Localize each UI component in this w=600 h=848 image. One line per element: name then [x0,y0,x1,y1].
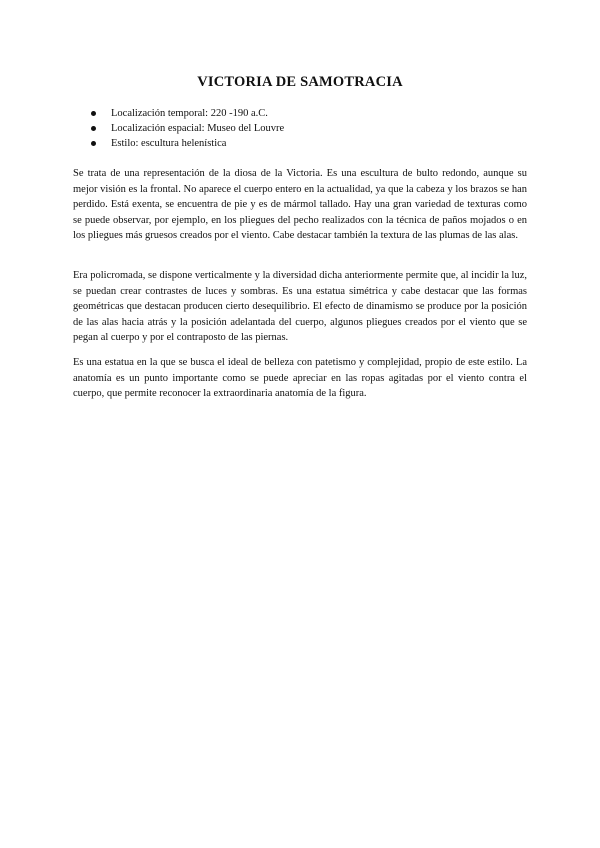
bullet-icon [91,111,96,116]
paragraph-analysis: Era policromada, se dispone verticalmente y la diversidad dicha anteriormente permite que, al incidir la luz, se puedan crear contrastes de luces y sombras. Es una estatua simétrica y cabe destacar que las formas geométricas que destacan producen cierto desequilibrio. El efecto de dinamismo se produce por la posición de las alas hacia atrás y la posición adelantada del cuerpo, algunos pliegues creados por el viento que se pegan al cuerpo y por el contraposto de las piernas. [73,270,527,343]
bullet-icon [91,126,96,131]
style-text: Estilo: escultura helenística [111,138,227,149]
page-title: VICTORIA DE SAMOTRACIA [197,74,403,90]
bullet-icon [91,141,96,146]
metadata-list [91,106,284,151]
paragraph-description: Se trata de una representación de la diosa de la Victoria. Es una escultura de bulto redondo, aunque su mejor visión es la frontal. No aparece el cuerpo entero en la actualidad, ya que la cabeza y los brazos se han perdido. Está exenta, se encuentra de pie y es de mármol tallado. Hay una gran variedad de texturas como se puede observar, por ejemplo, en los pliegues del pecho realizados con la técnica de paños mojados o en los pliegues más gruesos creados por el viento. Cabe destacar también la textura de las plumas de las alas. [73,168,527,241]
list-item-style [91,136,284,151]
list-item-temporal-location [91,106,284,121]
list-item-spatial-location [91,121,284,136]
spatial-location-text: Localización espacial: Museo del Louvre [111,123,285,134]
temporal-location-text: Localización temporal: 220 -190 a.C. [111,108,268,119]
paragraph-conclusion: Es una estatua en la que se busca el ideal de belleza con patetismo y complejidad, propio de este estilo. La anatomía es un punto importante como se puede apreciar en las ropas agitadas por el viento contra el cuerpo, que permite reconocer la extraordinaria anatomía de la figura. [73,357,527,399]
